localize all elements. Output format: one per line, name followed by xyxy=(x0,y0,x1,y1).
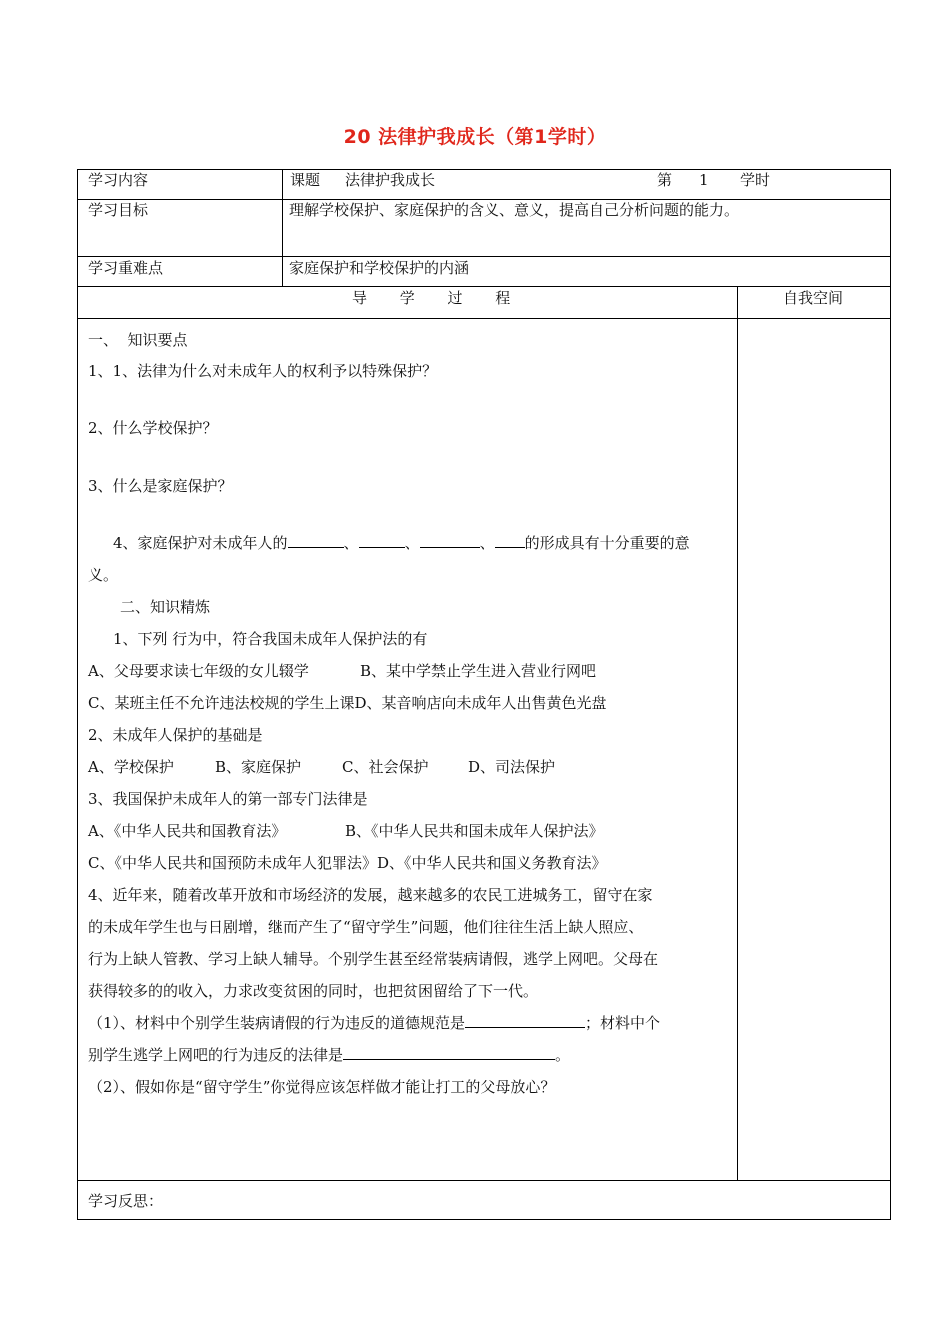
question-text: 义。 xyxy=(88,566,119,584)
question-fill-in xyxy=(88,1013,660,1033)
question: （2）、假如你是“留守学生”你觉得应该怎样做才能让打工的父母放心？ xyxy=(88,1078,556,1096)
option: A、学校保护 xyxy=(88,758,174,776)
row-divider xyxy=(77,1180,891,1181)
question-fill-in xyxy=(113,533,690,553)
option: B、某中学禁止学生进入营业行网吧 xyxy=(360,662,597,680)
column-divider xyxy=(737,286,738,1180)
question: 3、我国保护未成年人的第一部专门法律是 xyxy=(88,790,368,808)
question: 2、未成年人保护的基础是 xyxy=(88,726,263,744)
question-text: ；材料中个 xyxy=(585,1014,661,1032)
process-header: 导 学 过 程 xyxy=(352,289,525,307)
option: C、社会保护 xyxy=(342,758,429,776)
answer-blank xyxy=(495,533,525,548)
answer-blank xyxy=(359,533,405,548)
option: A、父母要求读七年级的女儿辍学 xyxy=(88,662,309,680)
option: C、某班主任不允许违法校规的学生上课D、某音响店向未成年人出售黄色光盘 xyxy=(88,694,607,712)
question-text: 4、家庭保护对未成年人的 xyxy=(113,534,288,552)
topic-value: 法律护我成长 xyxy=(345,171,436,189)
period-prefix: 第 xyxy=(657,171,673,189)
option: B、《中华人民共和国未成年人保护法》 xyxy=(345,822,604,840)
goal-label: 学习目标 xyxy=(88,201,149,219)
period-suffix: 学时 xyxy=(740,171,771,189)
question: 1、1、法律为什么对未成年人的权利予以特殊保护？ xyxy=(88,362,438,380)
option: B、家庭保护 xyxy=(215,758,302,776)
separator: 、 xyxy=(343,534,359,552)
option: A、《中华人民共和国教育法》 xyxy=(88,822,287,840)
separator: 、 xyxy=(404,534,420,552)
question-text: 别学生逃学上网吧的行为违反的法律是 xyxy=(88,1046,344,1064)
question: 3、什么是家庭保护？ xyxy=(88,477,233,495)
question: 1、下列 行为中，符合我国未成年人保护法的有 xyxy=(113,630,428,648)
row-divider xyxy=(77,318,891,319)
column-divider xyxy=(282,169,283,286)
question-text: 。 xyxy=(555,1046,571,1064)
topic-prefix: 课题 xyxy=(290,171,321,189)
goal-value: 理解学校保护、家庭保护的含义、意义，提高自己分析问题的能力。 xyxy=(289,201,740,219)
key-value: 家庭保护和学校保护的内涵 xyxy=(289,259,470,277)
option: C、《中华人民共和国预防未成年人犯罪法》D、《中华人民共和国义务教育法》 xyxy=(88,854,607,872)
passage-line: 获得较多的的收入，力求改变贫困的同时，也把贫困留给了下一代。 xyxy=(88,982,539,1000)
row-divider xyxy=(77,256,891,257)
question-fill-in xyxy=(88,1045,570,1065)
passage-line: 行为上缺人管教、学习上缺人辅导。个别学生甚至经常装病请假，逃学上网吧。父母在 xyxy=(88,950,659,968)
section1-heading: 一、 知识要点 xyxy=(88,331,188,349)
period-number: 1 xyxy=(699,171,709,189)
content-label: 学习内容 xyxy=(88,171,149,189)
question-text: 的形成具有十分重要的意 xyxy=(524,534,690,552)
question: 2、什么学校保护？ xyxy=(88,419,218,437)
option: D、司法保护 xyxy=(468,758,556,776)
reflection-label: 学习反思： xyxy=(88,1192,164,1210)
answer-blank xyxy=(343,1045,555,1060)
answer-blank xyxy=(288,533,344,548)
question-text: （1）、材料中个别学生装病请假的行为违反的道德规范是 xyxy=(88,1014,466,1032)
separator: 、 xyxy=(479,534,495,552)
passage-line: 4、近年来，随着改革开放和市场经济的发展，越来越多的农民工进城务工，留守在家 xyxy=(88,886,653,904)
page-title: 20 法律护我成长（第1学时） xyxy=(343,126,607,148)
key-label: 学习重难点 xyxy=(88,259,164,277)
answer-blank xyxy=(465,1013,585,1028)
row-divider xyxy=(77,286,891,287)
section2-heading: 二、知识精炼 xyxy=(120,598,211,616)
passage-line: 的未成年学生也与日剧增，继而产生了“留守学生”问题，他们往往生活上缺人照应、 xyxy=(88,918,644,936)
self-space-header: 自我空间 xyxy=(783,289,844,307)
answer-blank xyxy=(420,533,480,548)
